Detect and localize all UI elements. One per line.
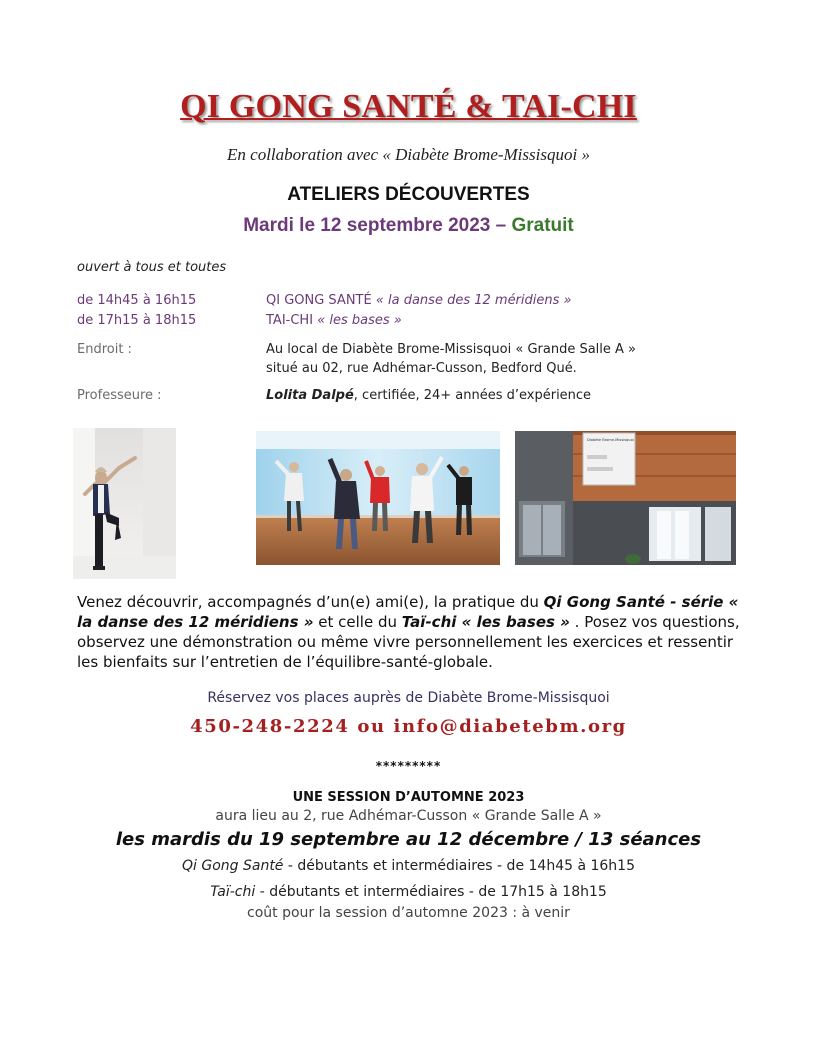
schedule-name-1: QI GONG SANTÉ bbox=[266, 293, 372, 308]
session-location: aura lieu au 2, rue Adhémar-Cusson « Grande Salle A » bbox=[215, 808, 602, 824]
session-taichi bbox=[0, 884, 817, 900]
event-date: Mardi le 12 septembre 2023 bbox=[243, 215, 491, 236]
location-line-2: situé au 02, rue Adhémar-Cusson, Bedford Qué. bbox=[266, 361, 577, 376]
photo-group-class bbox=[256, 431, 500, 565]
page-title: QI GONG SANTÉ & TAI-CHI bbox=[180, 88, 637, 125]
para-part-3: et celle du bbox=[313, 613, 402, 631]
para-part-5: . Posez vos questions, observez une démonstration ou même vivre personnellement les exercices et ressentir les bienfaits sur l’entretien de l’équilibre-santé-globale. bbox=[77, 613, 740, 671]
session-qigong bbox=[0, 858, 817, 874]
session-cost: coût pour la session d’automne 2023 : à venir bbox=[247, 905, 570, 921]
photo-taichi-woman bbox=[73, 428, 176, 579]
description-paragraph bbox=[77, 592, 757, 672]
session-qigong-info: - débutants et intermédiaires - de 14h45 à 16h15 bbox=[283, 858, 635, 874]
location-label: Endroit : bbox=[77, 342, 132, 357]
para-qigong: Qi Gong Santé - série « la danse des 12 méridiens » bbox=[77, 593, 739, 631]
teacher-name: Lolita Dalpé bbox=[266, 388, 354, 403]
para-taichi: Taï-chi « les bases » bbox=[401, 613, 570, 631]
session-dates: les mardis du 19 septembre au 12 décembre / 13 séances bbox=[115, 829, 702, 850]
schedule-desc-2: « les bases » bbox=[317, 313, 402, 328]
location-line-1: Au local de Diabète Brome-Missisquoi « Grande Salle A » bbox=[266, 342, 637, 357]
schedule-activity-2 bbox=[266, 311, 402, 331]
schedule-desc-1: « la danse des 12 méridiens » bbox=[375, 293, 572, 308]
photo-building bbox=[515, 431, 736, 565]
session-taichi-name: Taï-chi bbox=[210, 884, 256, 900]
session-taichi-info: - débutants et intermédiaires - de 17h15 à 18h15 bbox=[255, 884, 607, 900]
para-part-1: Venez découvrir, accompagnés d’un(e) ami(e), la pratique du bbox=[77, 593, 544, 611]
teacher-line bbox=[266, 386, 591, 406]
teacher-label: Professeure : bbox=[77, 388, 162, 403]
collaboration-line: En collaboration avec « Diabète Brome-Missisquoi » bbox=[227, 145, 590, 164]
schedule-activity-1 bbox=[266, 291, 572, 311]
contact-info: 450-248-2224 ou info@diabetebm.org bbox=[190, 716, 627, 737]
date-dash: – bbox=[490, 215, 512, 236]
session-qigong-name: Qi Gong Santé bbox=[182, 858, 284, 874]
session-title: UNE SESSION D’AUTOMNE 2023 bbox=[292, 790, 525, 805]
reservation-text: Réservez vos places auprès de Diabète Brome-Missisquoi bbox=[207, 690, 610, 706]
building-sign-text: Diabète Brome-Missisquoi bbox=[587, 438, 634, 442]
price-badge: Gratuit bbox=[511, 215, 574, 236]
event-date-line bbox=[0, 215, 817, 237]
open-to-all: ouvert à tous et toutes bbox=[77, 260, 227, 275]
schedule-time-2: de 17h15 à 18h15 bbox=[77, 313, 197, 328]
schedule-name-2: TAI-CHI bbox=[266, 313, 314, 328]
subtitle: ATELIERS DÉCOUVERTES bbox=[287, 184, 530, 205]
separator: ********* bbox=[375, 759, 442, 773]
schedule-time-1: de 14h45 à 16h15 bbox=[77, 293, 197, 308]
teacher-info: , certifiée, 24+ années d’expérience bbox=[353, 388, 592, 403]
